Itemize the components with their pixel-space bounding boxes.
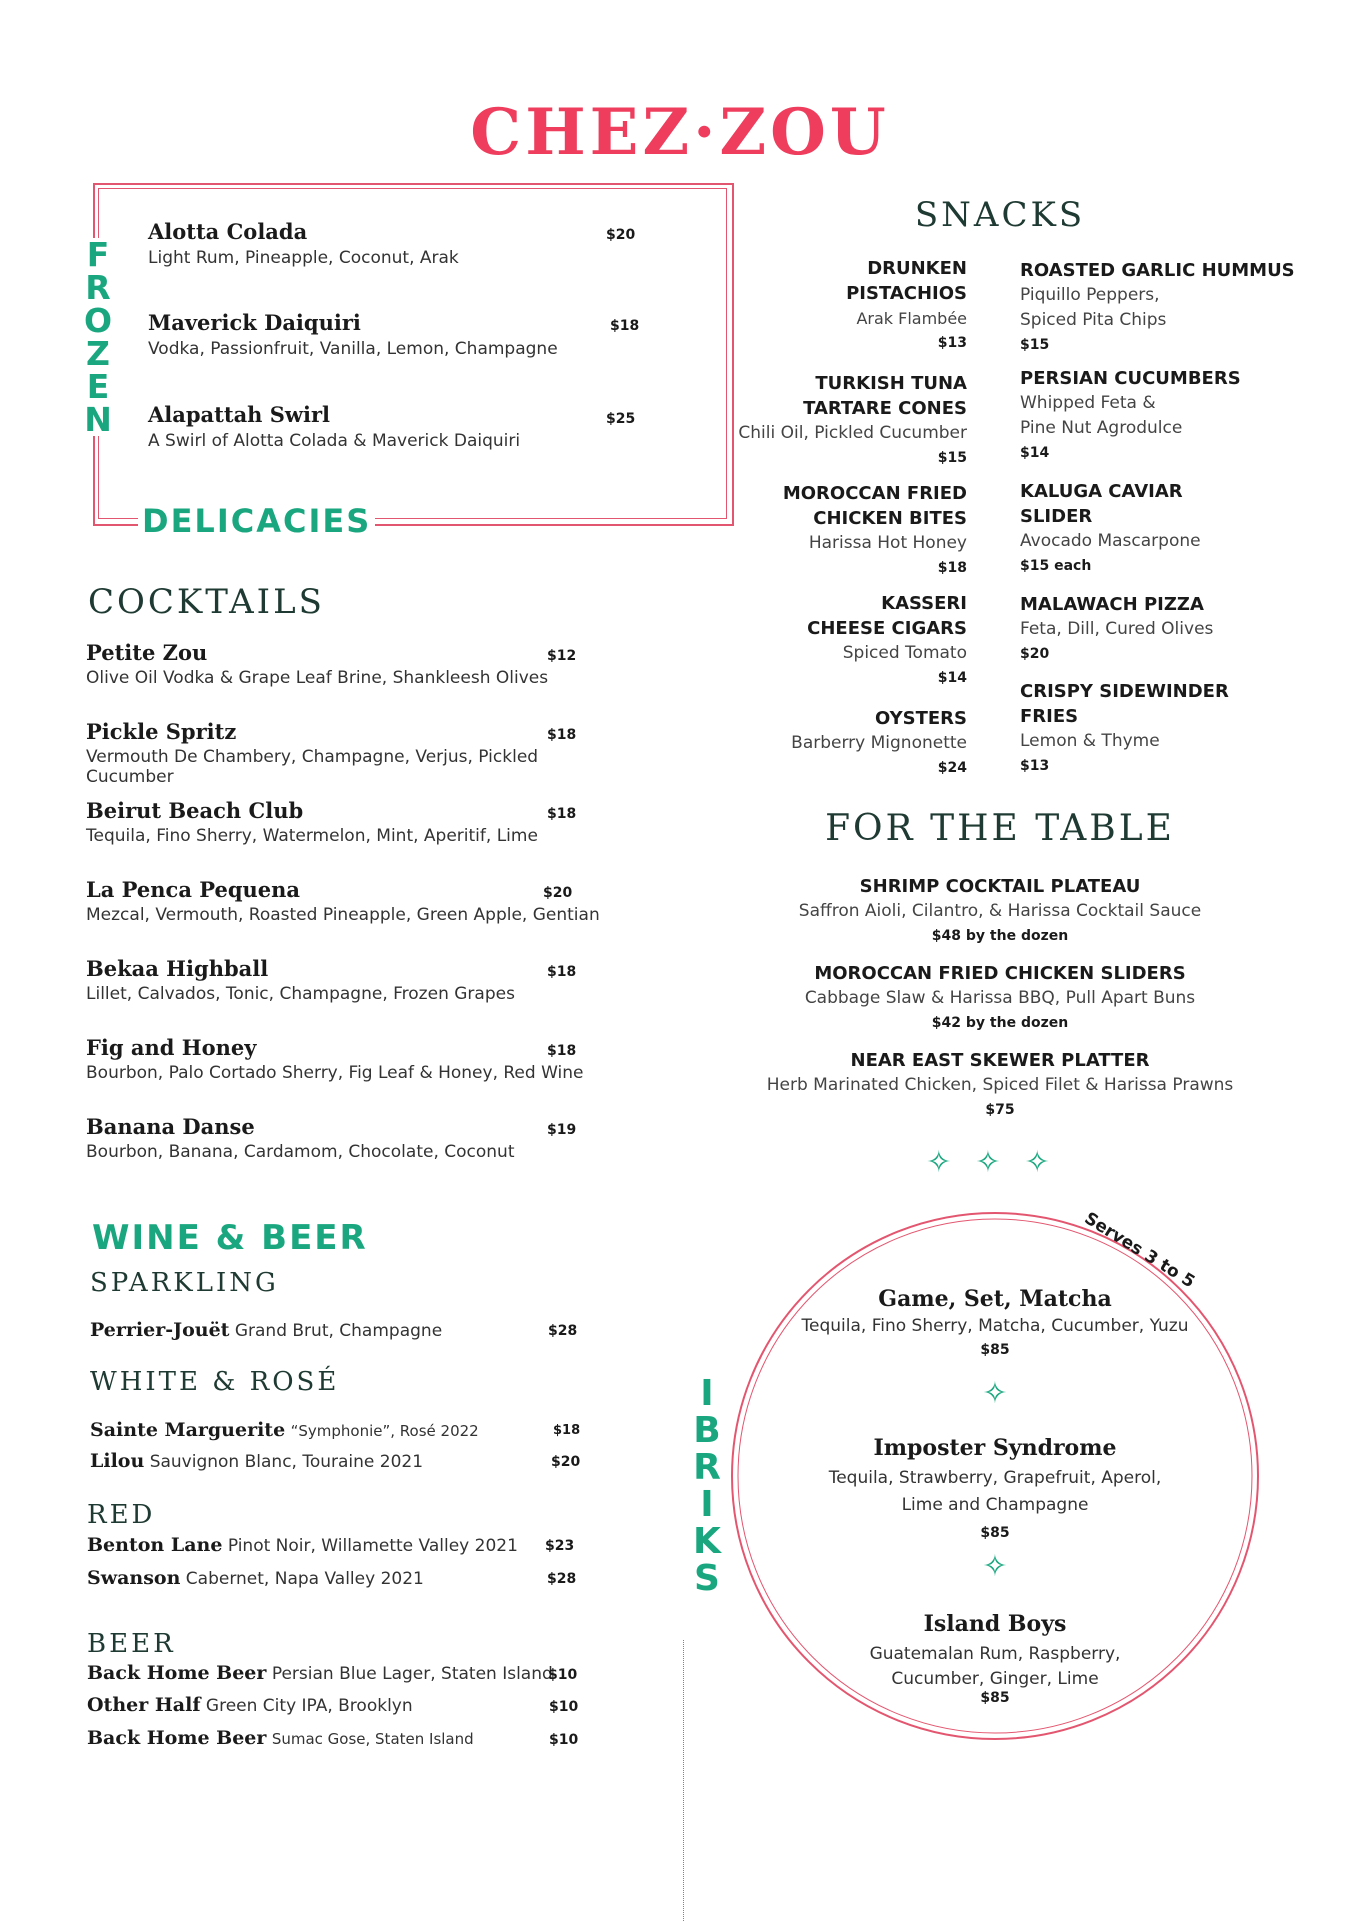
frozen-item <box>148 219 459 268</box>
snack-item <box>1020 479 1320 592</box>
item-name: Back Home Beer <box>87 1662 267 1684</box>
item-desc: Pinot Noir, Willamette Valley 2021 <box>227 1536 518 1556</box>
snack-item <box>690 481 967 591</box>
item-name: Imposter Syndrome <box>873 1435 1117 1461</box>
wine-item <box>87 1534 518 1556</box>
item-desc-line2: Cucumber, Ginger, Lime <box>891 1669 1099 1689</box>
item-price: $85 <box>980 1525 1010 1541</box>
item-name: MALAWACH PIZZA <box>1020 594 1204 615</box>
item-name: Back Home Beer <box>87 1727 267 1749</box>
wine-item <box>90 1319 442 1341</box>
item-desc: Arak Flambée <box>856 309 967 328</box>
frozen-vertical-label: F R O Z E N <box>79 238 119 436</box>
snack-item <box>690 591 967 706</box>
serves-label: Serves 3 to 5 <box>1080 1208 1199 1293</box>
item-name: Sainte Marguerite <box>90 1419 286 1441</box>
item-name: Perrier-Jouët <box>90 1319 230 1341</box>
item-price: $18 <box>610 318 640 334</box>
item-desc: Green City IPA, Brooklyn <box>205 1696 413 1716</box>
item-desc: Mezcal, Vermouth, Roasted Pineapple, Green Apple, Gentian <box>86 905 600 925</box>
item-desc-line2: Spiced Pita Chips <box>1020 310 1167 330</box>
snack-item <box>690 706 967 780</box>
wine-item <box>87 1567 424 1589</box>
table-item <box>730 1048 1270 1122</box>
item-desc: Vodka, Passionfruit, Vanilla, Lemon, Champagne <box>148 339 558 359</box>
beer-item <box>87 1694 413 1716</box>
item-name-line2: PISTACHIOS <box>846 283 967 304</box>
item-desc: Spiced Tomato <box>842 643 967 663</box>
item-name: ROASTED GARLIC HUMMUS <box>1020 260 1295 281</box>
item-name: KALUGA CAVIAR <box>1020 481 1183 502</box>
item-desc: Tequila, Fino Sherry, Watermelon, Mint, Aperitif, Lime <box>86 826 538 846</box>
item-name-line2: SLIDER <box>1020 506 1093 527</box>
item-desc: Olive Oil Vodka & Grape Leaf Brine, Shankleesh Olives <box>86 668 549 688</box>
sparkle-icon: ✧ <box>1024 1145 1074 1180</box>
snack-item <box>690 371 967 481</box>
item-price: $13 <box>937 335 967 351</box>
cocktail-list <box>86 640 626 1193</box>
item-desc-line2: Lime and Champagne <box>901 1495 1089 1515</box>
ibrik-item <box>760 1435 1230 1541</box>
item-name: Fig and Honey <box>86 1035 257 1060</box>
for-the-table-heading: FOR THE TABLE <box>825 808 1175 849</box>
snacks-right-column <box>1020 258 1320 778</box>
item-name: Petite Zou <box>86 640 208 665</box>
item-price: $18 <box>553 1423 581 1438</box>
cocktail-item <box>86 719 626 798</box>
red-heading: RED <box>87 1500 156 1530</box>
item-price: $75 <box>985 1102 1015 1118</box>
cocktail-item <box>86 1035 626 1114</box>
snack-item <box>1020 592 1320 679</box>
item-desc: Whipped Feta & <box>1020 393 1156 413</box>
item-price: $20 <box>1020 646 1050 662</box>
item-name: Beirut Beach Club <box>86 798 304 823</box>
item-name: NEAR EAST SKEWER PLATTER <box>850 1050 1150 1071</box>
item-desc: Herb Marinated Chicken, Spiced Filet & Harissa Prawns <box>766 1075 1234 1095</box>
item-price: $24 <box>937 760 967 776</box>
delicacies-label: DELICACIES <box>138 502 375 540</box>
item-price: $25 <box>606 411 636 427</box>
item-desc: Bourbon, Banana, Cardamom, Chocolate, Coconut <box>86 1142 515 1162</box>
item-price: $10 <box>549 1732 579 1748</box>
item-price: $18 <box>937 560 967 576</box>
item-desc: Cabbage Slaw & Harissa BBQ, Pull Apart Buns <box>804 988 1196 1008</box>
item-desc: Cabernet, Napa Valley 2021 <box>185 1569 424 1589</box>
cocktail-item <box>86 877 626 956</box>
snack-item <box>690 256 967 371</box>
item-name: OYSTERS <box>874 708 967 729</box>
item-name: KASSERI <box>881 593 967 614</box>
beer-heading: BEER <box>87 1629 176 1659</box>
item-desc: Piquillo Peppers, <box>1020 285 1160 305</box>
item-desc: Tequila, Strawberry, Grapefruit, Aperol, <box>828 1468 1162 1488</box>
sparkle-icon: ✧ <box>926 1145 976 1180</box>
item-name: MOROCCAN FRIED CHICKEN SLIDERS <box>814 963 1186 984</box>
item-desc: Lemon & Thyme <box>1020 731 1160 751</box>
item-price: $18 <box>547 964 577 980</box>
item-desc: Barberry Mignonette <box>791 733 967 753</box>
table-item <box>730 961 1270 1048</box>
frozen-item <box>148 402 520 451</box>
item-desc: Avocado Mascarpone <box>1020 531 1201 551</box>
snacks-heading: SNACKS <box>914 195 1086 235</box>
item-name: DRUNKEN <box>867 258 967 279</box>
snack-item <box>1020 679 1320 778</box>
item-name: Swanson <box>87 1567 181 1589</box>
item-price: $10 <box>549 1699 579 1715</box>
item-name: Lilou <box>90 1450 145 1472</box>
item-price: $85 <box>980 1342 1010 1358</box>
cocktail-item <box>86 1114 626 1193</box>
item-price: $42 by the dozen <box>931 1015 1069 1031</box>
item-price: $28 <box>547 1571 577 1587</box>
item-desc: Tequila, Fino Sherry, Matcha, Cucumber, Yuzu <box>801 1316 1189 1336</box>
item-price: $18 <box>547 727 577 743</box>
item-price: $14 <box>937 670 967 686</box>
item-price: $10 <box>548 1667 578 1683</box>
item-name: Benton Lane <box>87 1534 223 1556</box>
item-name: Pickle Spritz <box>86 719 237 744</box>
item-desc: Chili Oil, Pickled Cucumber <box>738 423 967 443</box>
beer-item <box>87 1662 553 1684</box>
sparkle-icon: ✧ <box>982 1376 1008 1411</box>
item-name: Alotta Colada <box>148 219 308 244</box>
ibrik-item <box>760 1611 1230 1706</box>
item-name: Alapattah Swirl <box>148 402 331 427</box>
item-name-line2: CHICKEN BITES <box>813 508 967 529</box>
item-name: Other Half <box>87 1694 201 1716</box>
item-name-line2: TARTARE CONES <box>803 398 967 419</box>
item-desc: Persian Blue Lager, Staten Island <box>271 1664 553 1684</box>
item-price: $15 <box>937 450 967 466</box>
snacks-left-column <box>690 256 967 780</box>
cocktails-heading: COCKTAILS <box>88 582 325 622</box>
item-name: SHRIMP COCKTAIL PLATEAU <box>859 876 1141 897</box>
item-price: $20 <box>606 227 636 243</box>
item-price: $18 <box>547 1043 577 1059</box>
sparkle-divider <box>900 1145 1100 1180</box>
table-list <box>730 874 1270 1122</box>
beer-item <box>87 1727 474 1749</box>
item-desc: Guatemalan Rum, Raspberry, <box>869 1644 1121 1664</box>
item-desc: A Swirl of Alotta Colada & Maverick Daiquiri <box>148 431 521 451</box>
ibriks-vertical-label: I B R I K S <box>688 1375 728 1597</box>
wine-beer-heading: WINE & BEER <box>92 1218 368 1258</box>
item-name: Banana Danse <box>86 1114 255 1139</box>
white-rose-heading: WHITE & ROSÉ <box>90 1367 340 1397</box>
item-name: La Penca Pequena <box>86 877 301 902</box>
item-name: Bekaa Highball <box>86 956 269 981</box>
wine-item <box>90 1450 423 1472</box>
item-name: Island Boys <box>923 1611 1067 1637</box>
item-name: Game, Set, Matcha <box>878 1286 1112 1312</box>
brand-logo: CHEZ·ZOU <box>470 95 890 170</box>
wine-item <box>90 1419 479 1441</box>
item-name: Maverick Daiquiri <box>148 310 361 335</box>
column-divider <box>683 1640 684 1921</box>
table-item <box>730 874 1270 961</box>
item-name-line2: CHEESE CIGARS <box>807 618 967 639</box>
item-price: $48 by the dozen <box>931 928 1069 944</box>
item-desc-line2: Pine Nut Agrodulce <box>1020 418 1183 438</box>
snack-item <box>1020 366 1320 479</box>
item-desc: Lillet, Calvados, Tonic, Champagne, Frozen Grapes <box>86 984 515 1004</box>
frozen-item <box>148 310 558 359</box>
item-desc: Sauvignon Blanc, Touraine 2021 <box>149 1452 424 1472</box>
sparkle-icon: ✧ <box>975 1145 1025 1180</box>
item-name-line2: FRIES <box>1020 706 1079 727</box>
item-price: $13 <box>1020 758 1050 774</box>
item-price: $28 <box>548 1323 578 1339</box>
item-desc: Sumac Gose, Staten Island <box>271 1730 474 1748</box>
sparkling-heading: SPARKLING <box>90 1268 279 1298</box>
item-name: PERSIAN CUCUMBERS <box>1020 368 1241 389</box>
item-price: $15 <box>1020 337 1050 353</box>
sparkle-icon: ✧ <box>982 1549 1008 1584</box>
item-desc: Vermouth De Chambery, Champagne, Verjus, Pickled Cucumber <box>86 747 539 787</box>
cocktail-item <box>86 798 626 877</box>
item-name: CRISPY SIDEWINDER <box>1020 681 1229 702</box>
snack-item <box>1020 258 1320 366</box>
item-price: $85 <box>980 1690 1010 1706</box>
cocktail-item <box>86 640 626 719</box>
item-price: $20 <box>551 1454 581 1470</box>
item-price: $20 <box>543 885 573 901</box>
item-price: $12 <box>547 648 577 664</box>
item-price: $23 <box>545 1538 575 1554</box>
item-price: $15 each <box>1020 558 1092 574</box>
item-desc: Light Rum, Pineapple, Coconut, Arak <box>148 248 459 268</box>
cocktail-item <box>86 956 626 1035</box>
item-price: $14 <box>1020 445 1050 461</box>
item-price: $19 <box>547 1122 577 1138</box>
item-price: $18 <box>547 806 577 822</box>
item-desc: Feta, Dill, Cured Olives <box>1020 619 1214 639</box>
item-desc: “Symphonie”, Rosé 2022 <box>290 1422 479 1440</box>
item-desc: Grand Brut, Champagne <box>234 1321 443 1341</box>
item-desc: Harissa Hot Honey <box>808 533 967 553</box>
item-desc: Bourbon, Palo Cortado Sherry, Fig Leaf & Honey, Red Wine <box>86 1063 584 1083</box>
item-desc: Saffron Aioli, Cilantro, & Harissa Cocktail Sauce <box>798 901 1202 921</box>
ibrik-item <box>760 1286 1230 1358</box>
item-name: MOROCCAN FRIED <box>782 483 967 504</box>
item-name: TURKISH TUNA <box>815 373 967 394</box>
